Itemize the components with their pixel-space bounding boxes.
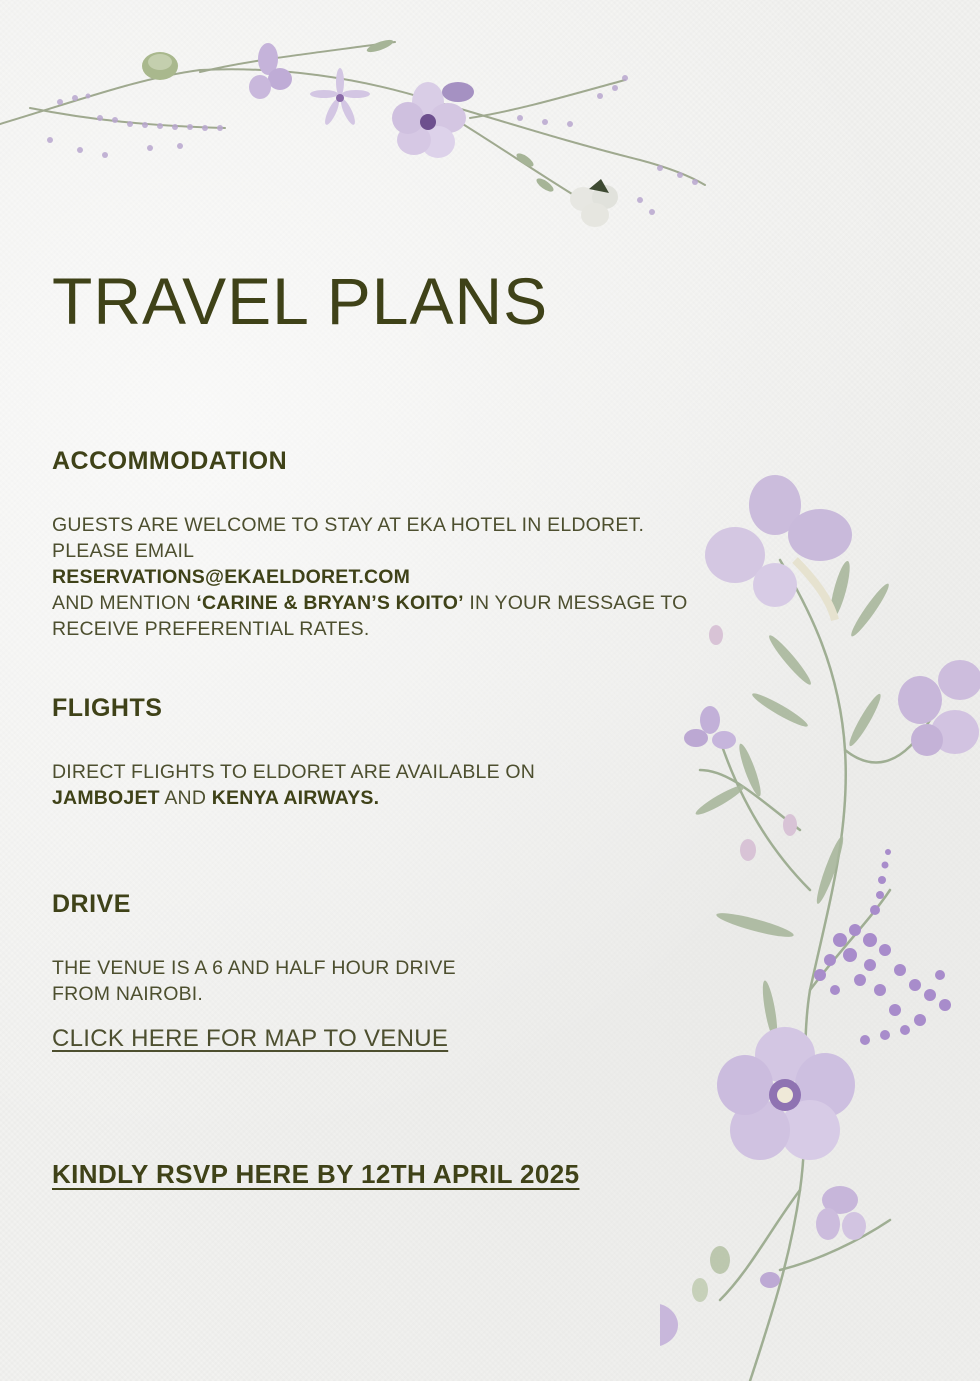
accommodation-text	[52, 512, 687, 642]
drive-text	[52, 955, 456, 1007]
accommodation-line-1: GUESTS ARE WELCOME TO STAY AT EKA HOTEL IN ELDORET.	[52, 514, 645, 536]
flights-line-1: DIRECT FLIGHTS TO ELDORET ARE AVAILABLE ON	[52, 761, 536, 783]
rsvp-link[interactable]: KINDLY RSVP HERE BY 12TH APRIL 2025	[52, 1159, 580, 1189]
flights-heading: FLIGHTS	[52, 694, 163, 722]
drive-line-1: THE VENUE IS A 6 AND HALF HOUR DRIVE	[52, 957, 456, 979]
flights-text	[52, 759, 535, 811]
page-title: TRAVEL PLANS	[52, 264, 549, 338]
accommodation-line-5: RECEIVE PREFERENTIAL RATES.	[52, 618, 370, 640]
map-to-venue-link[interactable]: CLICK HERE FOR MAP TO VENUE	[52, 1025, 449, 1052]
accommodation-line-4: AND MENTION ‘CARINE & BRYAN’S KOITO’ IN YOUR MESSAGE TO	[52, 592, 688, 614]
airline-kenya-airways: KENYA AIRWAYS.	[211, 787, 380, 809]
drive-line-2: FROM NAIROBI.	[52, 983, 204, 1005]
reservations-email[interactable]: RESERVATIONS@EKAELDORET.COM	[52, 566, 411, 588]
flights-line-2: JAMBOJET AND KENYA AIRWAYS.	[52, 787, 380, 809]
top-floral-decoration	[0, 0, 720, 240]
drive-heading: DRIVE	[52, 890, 131, 918]
accommodation-line-2: PLEASE EMAIL	[52, 540, 195, 562]
mention-phrase: ‘CARINE & BRYAN’S KOITO’	[196, 592, 464, 614]
accommodation-heading: ACCOMMODATION	[52, 447, 288, 475]
airline-jambojet: JAMBOJET	[52, 787, 160, 809]
right-floral-decoration	[660, 470, 980, 1381]
